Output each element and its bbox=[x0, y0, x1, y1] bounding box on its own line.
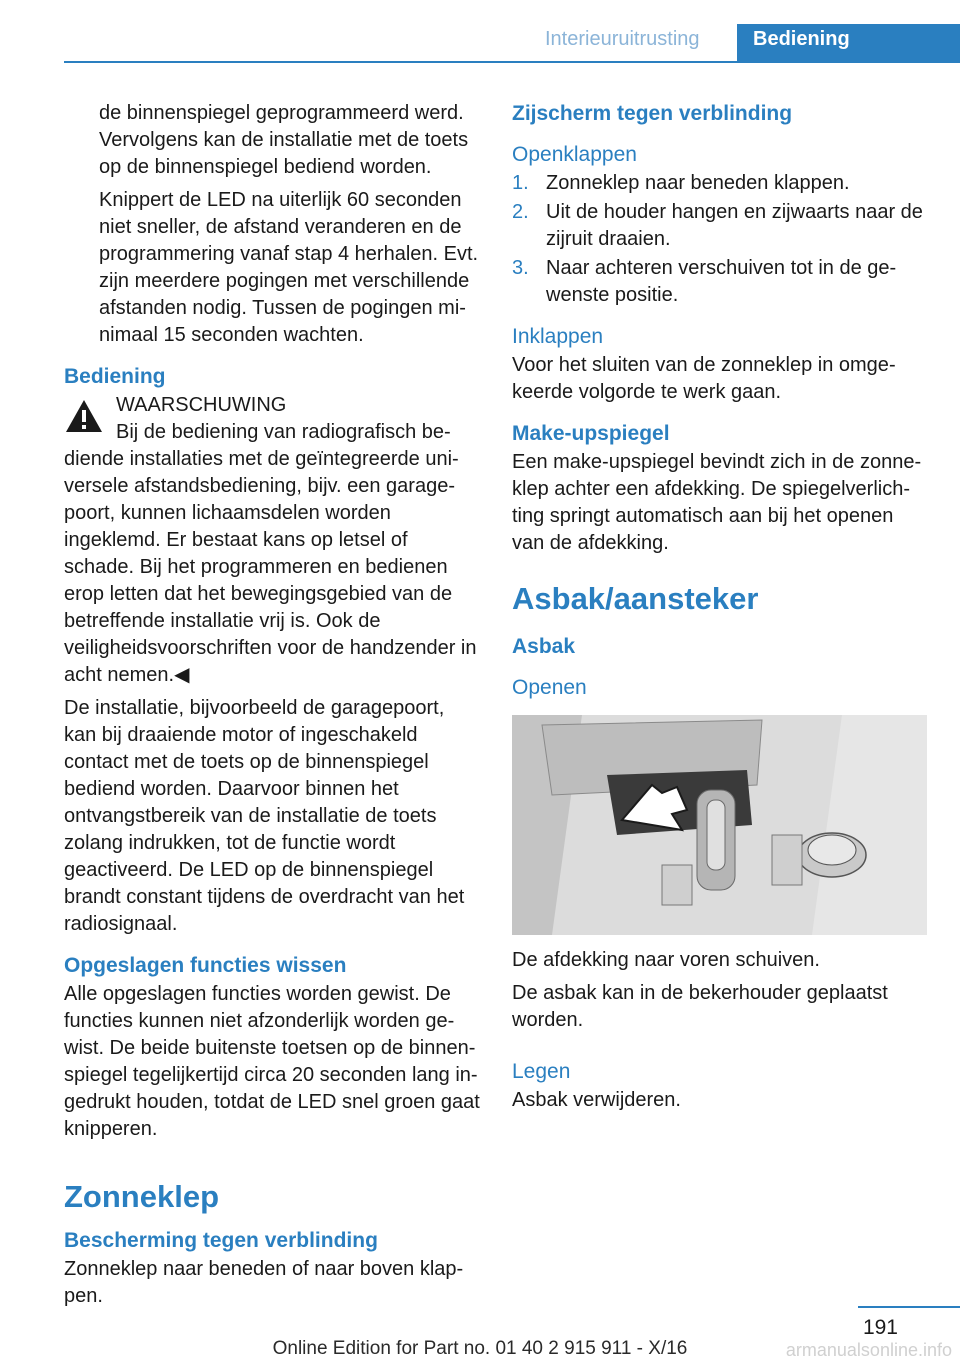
right-column bbox=[512, 100, 930, 1120]
wissen-text: Alle opgeslagen functies worden gewist. De functies kunnen niet afzonderlijk worden gewist. De beide buitenste toetsen op de binnenspiegel tegelijkertijd circa 20 seconden lang ingedrukt houden, totdat de LED snel groen gaat knipperen. bbox=[64, 983, 480, 1140]
warning-title: WAARSCHUWING bbox=[116, 394, 287, 416]
intro-paragraph-1: de binnenspiegel geprogrammeerd werd. Vervolgens kan de installatie met de toets op de binnenspiegel bediend worden. bbox=[99, 102, 469, 178]
makeup-text: Een make-upspiegel bevindt zich in de zonneklep achter een afdekking. De spiegelverlichting springt automatisch aan bij het openen van de afdekking. bbox=[512, 451, 922, 554]
zonneklep-heading: Zonneklep bbox=[64, 1179, 220, 1214]
left-column bbox=[64, 100, 480, 1316]
step-text: Uit de houder hangen en zijwaarts naar de zijruit draaien. bbox=[546, 201, 923, 250]
bediening-heading: Bediening bbox=[64, 365, 166, 388]
legen-heading: Legen bbox=[512, 1060, 571, 1083]
bediening-text: De installatie, bijvoorbeeld de garagepoort, kan bij draaiende motor of ingeschakeld contact met de toets op de binnenspiegel bediend worden. Daarvoor binnen het ontvangstbereik van de installatie de toets zolang indrukken, tot de functie wordt geactiveerd. De LED op de binnenspiegel brandt constant tijdens de overdracht van het radiosignaal. bbox=[64, 697, 465, 935]
openen-heading: Openen bbox=[512, 676, 587, 699]
step-number: 1. bbox=[512, 172, 529, 194]
ashtray-photo bbox=[512, 715, 927, 935]
asbak-heading: Asbak bbox=[512, 635, 576, 658]
inklappen-text: Voor het sluiten van de zonneklep in omgekeerde volgorde te werk gaan. bbox=[512, 354, 896, 403]
zijscherm-heading: Zijscherm tegen verblinding bbox=[512, 102, 793, 125]
asbak-main-heading: Asbak/aansteker bbox=[512, 581, 759, 616]
step-text: Naar achteren verschuiven tot in de gewenste positie. bbox=[546, 257, 897, 306]
step-text: Zonneklep naar beneden klappen. bbox=[546, 172, 850, 194]
makeup-heading: Make-upspiegel bbox=[512, 422, 670, 445]
photo-caption-2: De asbak kan in de bekerhouder geplaatst worden. bbox=[512, 982, 888, 1031]
list-item bbox=[512, 255, 930, 309]
bescherming-heading: Bescherming tegen verblinding bbox=[64, 1229, 378, 1252]
list-item bbox=[512, 170, 930, 197]
edition-footer: Online Edition for Part no. 01 40 2 915 911 - X/16 bbox=[272, 1338, 688, 1359]
bescherming-text: Zonneklep naar beneden of naar boven klappen. bbox=[64, 1258, 464, 1307]
warning-block bbox=[64, 392, 480, 689]
header-rule bbox=[64, 61, 960, 63]
intro-paragraph-2: Knippert de LED na uiterlijk 60 seconden niet sneller, de afstand veranderen en de programmering vanaf stap 4 herhalen. Evt. zijn meerdere pogingen met verschillende afstanden nodig. Tussen de pogingen minimaal 15 seconden wachten. bbox=[99, 189, 479, 346]
watermark: armanualsonline.info bbox=[785, 1340, 952, 1360]
openklappen-steps bbox=[512, 170, 930, 309]
photo-caption-1: De afdekking naar voren schuiven. bbox=[512, 949, 820, 971]
step-number: 3. bbox=[512, 257, 529, 279]
legen-text: Asbak verwijderen. bbox=[512, 1089, 681, 1111]
header-active-tab: Bediening bbox=[737, 24, 960, 62]
step-number: 2. bbox=[512, 201, 529, 223]
warning-triangle-icon bbox=[64, 398, 104, 434]
openklappen-heading: Openklappen bbox=[512, 143, 637, 166]
header-section-tab: Interieuruitrusting bbox=[545, 28, 700, 50]
warning-text: Bij de bediening van radiografisch bediende installaties met de geïntegreerde universele afstandsbediening, bijv. een garagepoort, kunnen lichaamsdelen worden ingeklemd. Er bestaat kans op letsel of schade. Bij het programmeren en bedienen erop letten dat het bewegingsgebied van de betreffende installatie vrij is. Ook de veiligheidsvoorschriften voor de handzender in acht nemen.◀ bbox=[64, 421, 477, 686]
page-number: 191 bbox=[862, 1316, 898, 1339]
list-item bbox=[512, 199, 930, 253]
inklappen-heading: Inklappen bbox=[512, 325, 604, 348]
footer-rule bbox=[858, 1306, 960, 1308]
wissen-heading: Opgeslagen functies wissen bbox=[64, 954, 347, 977]
